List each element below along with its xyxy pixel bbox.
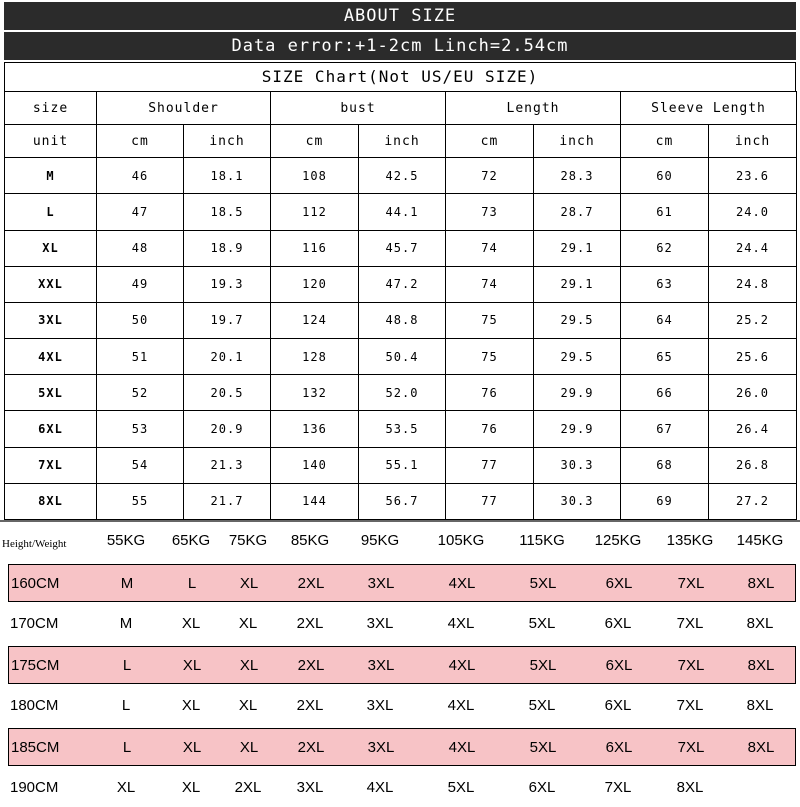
size-label-cell: 4XL [5,339,97,375]
recommended-size-cell: L [187,575,197,592]
measurement-cell: 20.5 [184,375,271,411]
measurement-cell: 21.7 [184,483,271,519]
measurement-cell: 67 [621,411,709,447]
size-row [5,266,797,302]
recommended-size-cell: 7XL [604,779,632,796]
measurement-cell: 25.2 [709,302,797,338]
size-chart-title: SIZE Chart(Not US/EU SIZE) [4,62,796,92]
unit-cell: cm [446,125,534,158]
measurement-cell: 140 [271,447,359,483]
size-label-cell: 8XL [5,483,97,519]
recommended-size-cell: 6XL [528,779,556,796]
measurement-cell: 61 [621,194,709,230]
recommended-size-cell: 4XL [448,657,476,674]
size-table [4,91,797,520]
measurement-cell: 18.1 [184,158,271,194]
recommended-size-cell: XL [239,657,259,674]
height-label: 175CM [11,657,60,674]
weight-header-cell: 85KG [290,532,330,549]
weight-header-cell: 75KG [228,532,268,549]
measurement-cell: 128 [271,339,359,375]
recommended-size-cell: 2XL [296,697,324,714]
measurement-cell: 48 [97,230,184,266]
data-error-note: Data error:+1-2cm Linch=2.54cm [4,32,796,60]
measurement-cell: 136 [271,411,359,447]
measurement-cell: 53.5 [359,411,446,447]
recommended-size-cell: 2XL [297,739,325,756]
weight-header-cell: 105KG [437,532,485,549]
group-header-length: Length [446,92,621,125]
measurement-cell: 73 [446,194,534,230]
unit-cell: inch [534,125,621,158]
measurement-cell: 48.8 [359,302,446,338]
weight-header-row [0,522,800,562]
size-label-cell: XL [5,230,97,266]
recommended-size-cell: XL [116,779,136,796]
measurement-cell: 29.9 [534,375,621,411]
size-label-cell: 6XL [5,411,97,447]
recommended-size-cell: 6XL [605,575,633,592]
recommended-size-cell: XL [182,739,202,756]
measurement-cell: 20.1 [184,339,271,375]
height-row [8,646,796,684]
recommended-size-cell: 3XL [367,657,395,674]
recommended-size-cell: XL [181,779,201,796]
measurement-cell: 63 [621,266,709,302]
recommended-size-cell: 5XL [529,657,557,674]
size-label-cell: L [5,194,97,230]
measurement-cell: 29.9 [534,411,621,447]
measurement-cell: 74 [446,266,534,302]
recommended-size-cell: 7XL [677,657,705,674]
measurement-cell: 144 [271,483,359,519]
measurement-cell: 51 [97,339,184,375]
recommended-size-cell: 7XL [676,615,704,632]
measurement-cell: 54 [97,447,184,483]
measurement-cell: 30.3 [534,483,621,519]
measurement-cell: 20.9 [184,411,271,447]
measurement-cell: 29.5 [534,339,621,375]
weight-header-cell: 95KG [360,532,400,549]
recommended-size-cell: XL [181,697,201,714]
measurement-cell: 52 [97,375,184,411]
recommended-size-cell: 2XL [297,657,325,674]
size-row [5,483,797,519]
measurement-cell: 46 [97,158,184,194]
unit-cell: cm [621,125,709,158]
height-row [0,605,800,643]
measurement-cell: 50.4 [359,339,446,375]
recommended-size-cell: M [120,575,134,592]
weight-header-cell: 55KG [106,532,146,549]
size-row [5,339,797,375]
measurement-cell: 69 [621,483,709,519]
recommended-size-cell: 4XL [447,697,475,714]
measurement-cell: 24.8 [709,266,797,302]
size-row [5,194,797,230]
measurement-cell: 108 [271,158,359,194]
measurement-cell: 29.5 [534,302,621,338]
recommended-size-cell: M [119,615,133,632]
measurement-cell: 18.9 [184,230,271,266]
weight-header-cell: 125KG [594,532,642,549]
height-row [0,687,800,725]
measurement-cell: 24.4 [709,230,797,266]
measurement-cell: 75 [446,339,534,375]
height-weight-chart [0,522,800,800]
measurement-cell: 23.6 [709,158,797,194]
measurement-cell: 75 [446,302,534,338]
measurement-cell: 112 [271,194,359,230]
unit-cell: inch [359,125,446,158]
measurement-cell: 124 [271,302,359,338]
size-row [5,302,797,338]
measurement-cell: 53 [97,411,184,447]
measurement-cell: 47.2 [359,266,446,302]
size-row [5,447,797,483]
weight-header-cell: 65KG [171,532,211,549]
measurement-cell: 50 [97,302,184,338]
measurement-cell: 27.2 [709,483,797,519]
measurement-cell: 65 [621,339,709,375]
measurement-cell: 28.7 [534,194,621,230]
size-label-cell: 5XL [5,375,97,411]
measurement-cell: 132 [271,375,359,411]
recommended-size-cell: 4XL [448,739,476,756]
recommended-size-cell: 3XL [366,615,394,632]
recommended-size-cell: 7XL [677,739,705,756]
recommended-size-cell: 2XL [234,779,262,796]
recommended-size-cell: 5XL [528,697,556,714]
measurement-cell: 77 [446,483,534,519]
size-row [5,411,797,447]
group-header-bust: bust [271,92,446,125]
measurement-cell: 45.7 [359,230,446,266]
height-row [8,564,796,602]
recommended-size-cell: 5XL [528,615,556,632]
recommended-size-cell: 3XL [366,697,394,714]
measurement-cell: 76 [446,411,534,447]
recommended-size-cell: 2XL [297,575,325,592]
recommended-size-cell: 8XL [747,739,775,756]
recommended-size-cell: 8XL [746,697,774,714]
measurement-cell: 66 [621,375,709,411]
recommended-size-cell: 6XL [604,697,632,714]
recommended-size-cell: 2XL [296,615,324,632]
recommended-size-cell: 8XL [747,575,775,592]
size-label-cell: M [5,158,97,194]
recommended-size-cell: L [122,739,132,756]
measurement-cell: 120 [271,266,359,302]
measurement-cell: 26.8 [709,447,797,483]
unit-cell: unit [5,125,97,158]
size-row [5,375,797,411]
recommended-size-cell: 6XL [604,615,632,632]
measurement-cell: 72 [446,158,534,194]
height-label: 190CM [10,779,59,796]
recommended-size-cell: 4XL [448,575,476,592]
recommended-size-cell: 8XL [676,779,704,796]
weight-header-cell: 145KG [736,532,784,549]
about-size-title: ABOUT SIZE [4,2,796,30]
height-label: 180CM [10,697,59,714]
measurement-cell: 76 [446,375,534,411]
measurement-cell: 47 [97,194,184,230]
recommended-size-cell: 6XL [605,739,633,756]
measurement-cell: 77 [446,447,534,483]
recommended-size-cell: 4XL [447,615,475,632]
measurement-cell: 55.1 [359,447,446,483]
recommended-size-cell: XL [239,739,259,756]
measurement-cell: 19.3 [184,266,271,302]
measurement-cell: 44.1 [359,194,446,230]
measurement-cell: 64 [621,302,709,338]
recommended-size-cell: 5XL [529,739,557,756]
recommended-size-cell: L [121,697,131,714]
measurement-cell: 74 [446,230,534,266]
recommended-size-cell: XL [181,615,201,632]
measurement-cell: 18.5 [184,194,271,230]
measurement-cell: 28.3 [534,158,621,194]
measurement-cell: 55 [97,483,184,519]
measurement-cell: 62 [621,230,709,266]
recommended-size-cell: XL [182,657,202,674]
height-weight-corner-label: Height/Weight [2,538,67,550]
recommended-size-cell: XL [238,615,258,632]
measurement-cell: 26.0 [709,375,797,411]
measurement-cell: 52.0 [359,375,446,411]
height-label: 170CM [10,615,59,632]
measurement-cell: 42.5 [359,158,446,194]
measurement-cell: 29.1 [534,266,621,302]
measurement-cell: 56.7 [359,483,446,519]
measurement-cell: 49 [97,266,184,302]
measurement-cell: 19.7 [184,302,271,338]
measurement-cell: 24.0 [709,194,797,230]
unit-cell: inch [184,125,271,158]
height-label: 185CM [11,739,60,756]
size-label-cell: XXL [5,266,97,302]
unit-cell: cm [271,125,359,158]
group-header-shoulder: Shoulder [97,92,271,125]
size-row [5,158,797,194]
measurement-cell: 26.4 [709,411,797,447]
recommended-size-cell: 8XL [746,615,774,632]
recommended-size-cell: 7XL [677,575,705,592]
recommended-size-cell: 3XL [296,779,324,796]
group-header-sleeve-length: Sleeve Length [621,92,797,125]
unit-cell: cm [97,125,184,158]
size-label-cell: 3XL [5,302,97,338]
measurement-cell: 60 [621,158,709,194]
unit-header-row [5,125,797,158]
recommended-size-cell: XL [239,575,259,592]
measurement-cell: 30.3 [534,447,621,483]
height-row [0,769,800,807]
recommended-size-cell: L [122,657,132,674]
height-row [8,728,796,766]
weight-header-cell: 115KG [519,532,565,549]
unit-cell: inch [709,125,797,158]
measurement-cell: 25.6 [709,339,797,375]
measurement-cell: 68 [621,447,709,483]
recommended-size-cell: 3XL [367,575,395,592]
measurement-cell: 116 [271,230,359,266]
recommended-size-cell: 4XL [366,779,394,796]
measurement-cell: 21.3 [184,447,271,483]
recommended-size-cell: 3XL [367,739,395,756]
recommended-size-cell: 7XL [676,697,704,714]
group-header-size: size [5,92,97,125]
recommended-size-cell: 8XL [747,657,775,674]
recommended-size-cell: XL [238,697,258,714]
recommended-size-cell: 5XL [529,575,557,592]
recommended-size-cell: 5XL [447,779,475,796]
size-label-cell: 7XL [5,447,97,483]
height-label: 160CM [11,575,60,592]
weight-header-cell: 135KG [666,532,714,549]
size-row [5,230,797,266]
measurement-cell: 29.1 [534,230,621,266]
group-header-row [5,92,797,125]
recommended-size-cell: 6XL [605,657,633,674]
